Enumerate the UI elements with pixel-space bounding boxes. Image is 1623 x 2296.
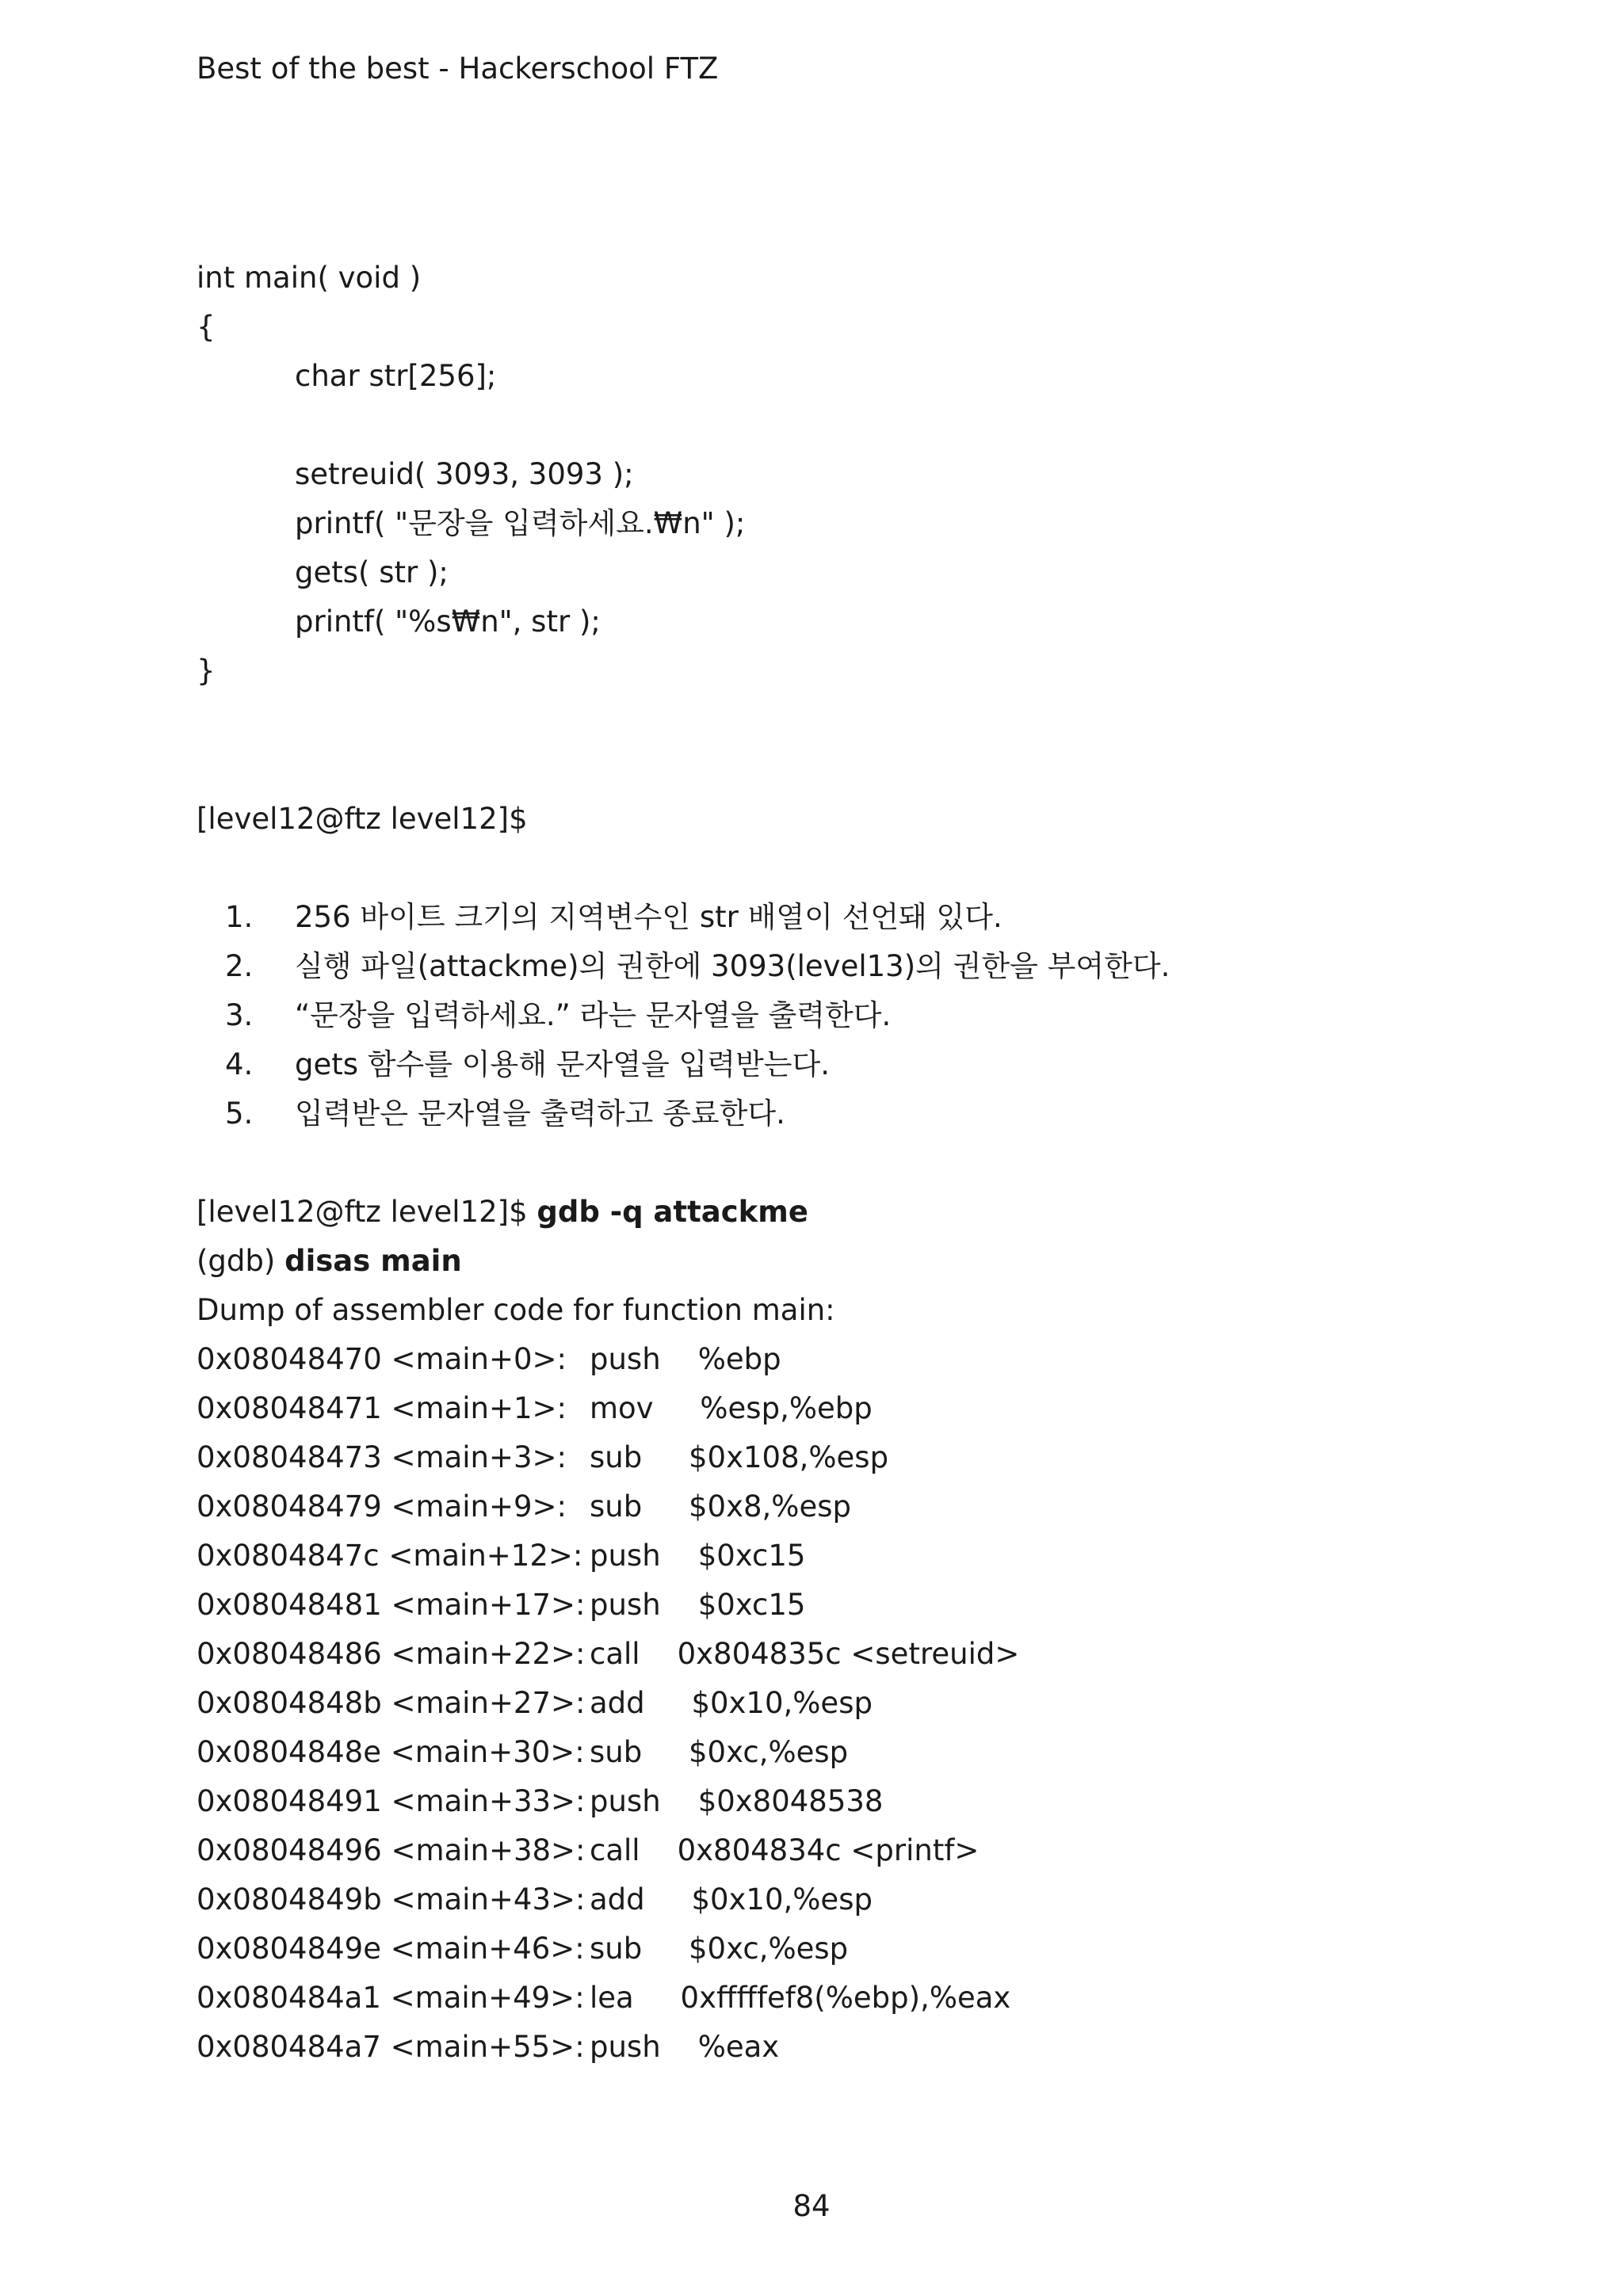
code-line: }: [197, 654, 216, 688]
asm-line: 0x0804848e <main+30>: sub $0xc,%esp: [197, 1735, 849, 1769]
gdb-command-line: [level12@ftz level12]$ gdb -q attackme: [197, 1195, 808, 1229]
asm-line: 0x0804849b <main+43>: add $0x10,%esp: [197, 1882, 873, 1917]
asm-line: 0x080484a1 <main+49>: lea 0xfffffef8(%ebp),%eax: [197, 1981, 1011, 2015]
shell-prompt: [level12@ftz level12]$: [197, 802, 528, 836]
asm-line: 0x08048496 <main+38>: call 0x804834c <printf>: [197, 1833, 980, 1867]
page-header: Best of the best - Hackerschool FTZ: [197, 51, 719, 86]
gdb-disas-line: (gdb) disas main: [197, 1244, 462, 1278]
code-line: int main( void ): [197, 261, 422, 295]
dump-header: Dump of assembler code for function main:: [197, 1293, 835, 1327]
asm-line: 0x08048491 <main+33>: push $0x8048538: [197, 1784, 884, 1818]
code-line: setreuid( 3093, 3093 );: [295, 457, 634, 491]
asm-line: 0x0804848b <main+27>: add $0x10,%esp: [197, 1686, 873, 1720]
asm-line: 0x08048486 <main+22>: call 0x804835c <setreuid>: [197, 1637, 1020, 1671]
asm-line: 0x08048470 <main+0>: push %ebp: [197, 1342, 781, 1376]
asm-line: 0x0804849e <main+46>: sub $0xc,%esp: [197, 1932, 849, 1966]
asm-line: 0x080484a7 <main+55>: push %eax: [197, 2030, 780, 2064]
code-line: {: [197, 310, 216, 344]
code-line: gets( str );: [295, 555, 449, 589]
c-source-code: [197, 254, 745, 696]
asm-line: 0x0804847c <main+12>: push $0xc15: [197, 1539, 806, 1573]
code-line: printf( "%s₩n", str );: [295, 605, 601, 639]
code-line: char str[256];: [295, 359, 497, 393]
asm-line: 0x08048473 <main+3>: sub $0x108,%esp: [197, 1440, 889, 1474]
asm-line: 0x08048471 <main+1>: mov %esp,%ebp: [197, 1391, 873, 1425]
code-line: printf( "문장을 입력하세요.₩n" );: [295, 506, 746, 540]
gdb-session: [197, 1188, 1020, 2072]
asm-line: 0x08048481 <main+17>: push $0xc15: [197, 1588, 806, 1622]
page-number: 84: [792, 2189, 831, 2223]
asm-line: 0x08048479 <main+9>: sub $0x8,%esp: [197, 1489, 851, 1524]
